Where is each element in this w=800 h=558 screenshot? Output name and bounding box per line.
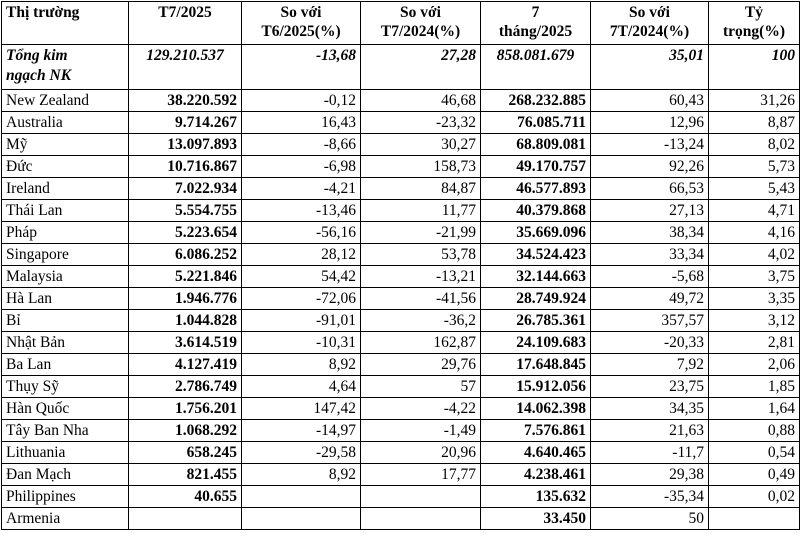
cell-share: 1,64 (709, 398, 800, 420)
cell-seven-months: 34.524.423 (481, 244, 591, 266)
cell-vs-t6: -8,66 (242, 134, 361, 156)
cell-vs-t7-2024: -41,56 (361, 288, 481, 310)
cell-vs-7t-2024: 23,75 (591, 376, 709, 398)
table-row (2, 508, 800, 530)
cell-seven-months: 35.669.096 (481, 222, 591, 244)
cell-vs-7t-2024: 60,43 (591, 90, 709, 112)
cell-vs-t7-2024 (361, 486, 481, 508)
cell-vs-t6: 8,92 (242, 354, 361, 376)
cell-share: 5,73 (709, 156, 800, 178)
cell-vs-7t-2024: -11,7 (591, 442, 709, 464)
table-row (2, 266, 800, 288)
cell-market: Đan Mạch (2, 464, 129, 486)
cell-share: 0,88 (709, 420, 800, 442)
table-row (2, 376, 800, 398)
cell-vs-7t-2024: -5,68 (591, 266, 709, 288)
cell-share: 31,26 (709, 90, 800, 112)
cell-vs-t7-2024: 17,77 (361, 464, 481, 486)
table-row (2, 156, 800, 178)
cell-seven-months: 32.144.663 (481, 266, 591, 288)
cell-market: Ba Lan (2, 354, 129, 376)
cell-vs-t7-2024: 46,68 (361, 90, 481, 112)
table-row (2, 178, 800, 200)
cell-share: 4,71 (709, 200, 800, 222)
cell-vs-7t-2024: -20,33 (591, 332, 709, 354)
cell-vs-t6: 147,42 (242, 398, 361, 420)
cell-seven-months: 268.232.885 (481, 90, 591, 112)
cell-vs-t7-2024: 158,73 (361, 156, 481, 178)
cell-share: 3,12 (709, 310, 800, 332)
cell-vs-7t-2024: 49,72 (591, 288, 709, 310)
table-row (2, 486, 800, 508)
cell-share: 8,02 (709, 134, 800, 156)
table-row (2, 244, 800, 266)
cell-market: Hà Lan (2, 288, 129, 310)
total-vs-t6: -13,68 (242, 45, 361, 90)
cell-seven-months: 76.085.711 (481, 112, 591, 134)
cell-market: Bỉ (2, 310, 129, 332)
cell-seven-months: 4.238.461 (481, 464, 591, 486)
cell-share: 8,87 (709, 112, 800, 134)
cell-market: Philippines (2, 486, 129, 508)
header-row (2, 2, 800, 45)
cell-t7-2025: 9.714.267 (129, 112, 242, 134)
table-row (2, 90, 800, 112)
cell-t7-2025: 1.756.201 (129, 398, 242, 420)
cell-vs-t6: -13,46 (242, 200, 361, 222)
cell-vs-t7-2024: -4,22 (361, 398, 481, 420)
cell-seven-months: 24.109.683 (481, 332, 591, 354)
table-row (2, 354, 800, 376)
header-share: Tỷ trọng(%) (709, 2, 800, 45)
cell-market: Nhật Bản (2, 332, 129, 354)
cell-seven-months: 135.632 (481, 486, 591, 508)
cell-seven-months: 49.170.757 (481, 156, 591, 178)
cell-market: New Zealand (2, 90, 129, 112)
total-t7-2025: 129.210.537 (129, 45, 242, 90)
header-seven-months-2025: 7 tháng/2025 (481, 2, 591, 45)
cell-vs-7t-2024: 357,57 (591, 310, 709, 332)
cell-share: 4,16 (709, 222, 800, 244)
cell-vs-t6: -29,58 (242, 442, 361, 464)
cell-vs-t7-2024: -1,49 (361, 420, 481, 442)
cell-vs-7t-2024: -13,24 (591, 134, 709, 156)
cell-t7-2025: 13.097.893 (129, 134, 242, 156)
cell-vs-t7-2024: 53,78 (361, 244, 481, 266)
table-row (2, 442, 800, 464)
cell-t7-2025: 40.655 (129, 486, 242, 508)
cell-vs-7t-2024: 12,96 (591, 112, 709, 134)
cell-t7-2025: 1.946.776 (129, 288, 242, 310)
table-row (2, 288, 800, 310)
table-row (2, 222, 800, 244)
cell-t7-2025: 5.221.846 (129, 266, 242, 288)
cell-vs-7t-2024: 29,38 (591, 464, 709, 486)
cell-share: 4,02 (709, 244, 800, 266)
cell-t7-2025: 6.086.252 (129, 244, 242, 266)
header-market: Thị trường (2, 2, 129, 45)
cell-vs-t7-2024: -13,21 (361, 266, 481, 288)
cell-market: Tây Ban Nha (2, 420, 129, 442)
header-t7-2025: T7/2025 (129, 2, 242, 45)
cell-vs-t7-2024: 84,87 (361, 178, 481, 200)
cell-market: Thái Lan (2, 200, 129, 222)
cell-market: Malaysia (2, 266, 129, 288)
cell-seven-months: 33.450 (481, 508, 591, 530)
cell-share (709, 508, 800, 530)
total-vs-7t-2024: 35,01 (591, 45, 709, 90)
cell-vs-t6 (242, 508, 361, 530)
total-market-label: Tổng kim ngạch NK (2, 45, 129, 90)
cell-vs-7t-2024: 27,13 (591, 200, 709, 222)
cell-vs-7t-2024: 92,26 (591, 156, 709, 178)
cell-t7-2025: 7.022.934 (129, 178, 242, 200)
cell-share: 3,35 (709, 288, 800, 310)
cell-vs-t6: -4,21 (242, 178, 361, 200)
cell-market: Armenia (2, 508, 129, 530)
total-share: 100 (709, 45, 800, 90)
cell-seven-months: 40.379.868 (481, 200, 591, 222)
table-row (2, 134, 800, 156)
cell-vs-t6: 28,12 (242, 244, 361, 266)
cell-share: 0,49 (709, 464, 800, 486)
cell-share: 0,02 (709, 486, 800, 508)
cell-seven-months: 4.640.465 (481, 442, 591, 464)
header-vs-7t-2024: So với 7T/2024(%) (591, 2, 709, 45)
cell-vs-t7-2024: 30,27 (361, 134, 481, 156)
cell-share: 5,43 (709, 178, 800, 200)
cell-t7-2025: 1.044.828 (129, 310, 242, 332)
cell-vs-t6: 8,92 (242, 464, 361, 486)
table-row (2, 310, 800, 332)
cell-t7-2025: 658.245 (129, 442, 242, 464)
cell-t7-2025 (129, 508, 242, 530)
cell-market: Đức (2, 156, 129, 178)
cell-share: 2,81 (709, 332, 800, 354)
cell-t7-2025: 3.614.519 (129, 332, 242, 354)
cell-market: Thụy Sỹ (2, 376, 129, 398)
table-row (2, 200, 800, 222)
table-row (2, 398, 800, 420)
cell-market: Mỹ (2, 134, 129, 156)
cell-seven-months: 17.648.845 (481, 354, 591, 376)
cell-seven-months: 14.062.398 (481, 398, 591, 420)
cell-vs-t6: 4,64 (242, 376, 361, 398)
cell-share: 3,75 (709, 266, 800, 288)
cell-market: Australia (2, 112, 129, 134)
table-body (2, 45, 800, 530)
table-row (2, 112, 800, 134)
cell-vs-t7-2024: 20,96 (361, 442, 481, 464)
cell-t7-2025: 4.127.419 (129, 354, 242, 376)
total-seven-months: 858.081.679 (481, 45, 591, 90)
cell-vs-7t-2024: 7,92 (591, 354, 709, 376)
cell-seven-months: 15.912.056 (481, 376, 591, 398)
cell-vs-7t-2024: 66,53 (591, 178, 709, 200)
cell-t7-2025: 821.455 (129, 464, 242, 486)
import-market-table (1, 1, 800, 530)
cell-vs-t6: -6,98 (242, 156, 361, 178)
cell-vs-t6: -56,16 (242, 222, 361, 244)
total-row (2, 45, 800, 90)
cell-vs-7t-2024: 50 (591, 508, 709, 530)
cell-market: Pháp (2, 222, 129, 244)
cell-t7-2025: 1.068.292 (129, 420, 242, 442)
cell-vs-t6: 16,43 (242, 112, 361, 134)
cell-vs-7t-2024: -35,34 (591, 486, 709, 508)
table-header (2, 2, 800, 45)
cell-seven-months: 28.749.924 (481, 288, 591, 310)
cell-vs-t6: -10,31 (242, 332, 361, 354)
cell-share: 0,54 (709, 442, 800, 464)
cell-vs-t7-2024: -23,32 (361, 112, 481, 134)
table-row (2, 332, 800, 354)
cell-t7-2025: 10.716.867 (129, 156, 242, 178)
cell-share: 2,06 (709, 354, 800, 376)
cell-vs-t6: -91,01 (242, 310, 361, 332)
cell-seven-months: 68.809.081 (481, 134, 591, 156)
cell-vs-7t-2024: 33,34 (591, 244, 709, 266)
cell-vs-7t-2024: 34,35 (591, 398, 709, 420)
cell-t7-2025: 2.786.749 (129, 376, 242, 398)
cell-seven-months: 7.576.861 (481, 420, 591, 442)
cell-seven-months: 46.577.893 (481, 178, 591, 200)
cell-vs-t7-2024: -36,2 (361, 310, 481, 332)
total-vs-t7-2024: 27,28 (361, 45, 481, 90)
cell-t7-2025: 38.220.592 (129, 90, 242, 112)
cell-vs-t7-2024: 162,87 (361, 332, 481, 354)
cell-vs-t7-2024: 29,76 (361, 354, 481, 376)
cell-market: Lithuania (2, 442, 129, 464)
cell-market: Hàn Quốc (2, 398, 129, 420)
cell-vs-t6 (242, 486, 361, 508)
cell-market: Singapore (2, 244, 129, 266)
cell-market: Ireland (2, 178, 129, 200)
header-vs-t6-2025: So với T6/2025(%) (242, 2, 361, 45)
cell-t7-2025: 5.554.755 (129, 200, 242, 222)
cell-vs-t6: -14,97 (242, 420, 361, 442)
cell-vs-t7-2024: 57 (361, 376, 481, 398)
cell-seven-months: 26.785.361 (481, 310, 591, 332)
cell-vs-t6: 54,42 (242, 266, 361, 288)
cell-vs-t7-2024: 11,77 (361, 200, 481, 222)
cell-vs-7t-2024: 21,63 (591, 420, 709, 442)
cell-vs-t7-2024: -21,99 (361, 222, 481, 244)
cell-t7-2025: 5.223.654 (129, 222, 242, 244)
cell-vs-t6: -0,12 (242, 90, 361, 112)
cell-share: 1,85 (709, 376, 800, 398)
cell-vs-t6: -72,06 (242, 288, 361, 310)
table-row (2, 420, 800, 442)
cell-vs-7t-2024: 38,34 (591, 222, 709, 244)
header-vs-t7-2024: So với T7/2024(%) (361, 2, 481, 45)
table-row (2, 464, 800, 486)
cell-vs-t7-2024 (361, 508, 481, 530)
